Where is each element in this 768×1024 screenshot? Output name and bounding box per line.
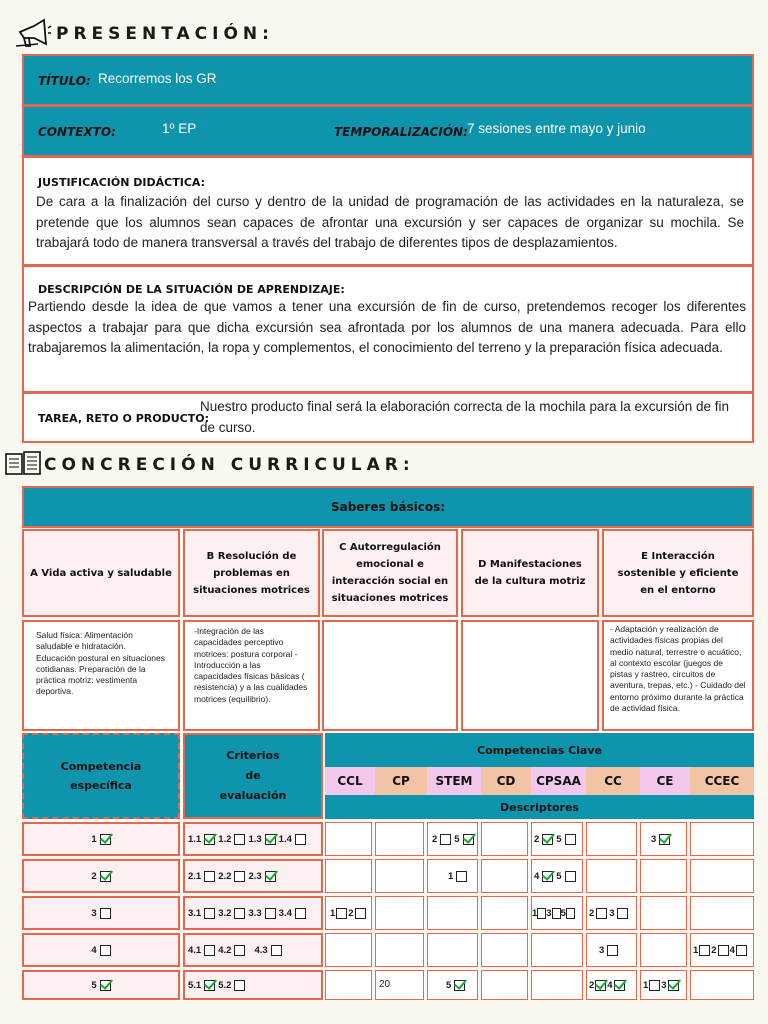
desc-cell: 1 2 4 xyxy=(690,933,754,967)
desc-cell xyxy=(481,859,528,893)
temporalizacion-value: 7 sesiones entre mayo y junio xyxy=(467,121,646,136)
tarea-label: TAREA, RETO O PRODUCTO: xyxy=(38,412,209,425)
saber-head-a: A Vida activa y saludable xyxy=(22,529,180,617)
saber-content-c xyxy=(322,620,458,731)
comp-row-3: 3 xyxy=(22,896,180,930)
comp-row-1: 1 xyxy=(22,822,180,856)
desc-cell xyxy=(375,933,424,967)
justificacion-label: JUSTIFICACIÓN DIDÁCTICA: xyxy=(38,176,206,189)
desc-cell: 3 xyxy=(640,822,687,856)
desc-cell: 2 3 xyxy=(586,896,637,930)
crit-row-5: 5.1 5.2 xyxy=(183,970,323,1000)
saberes-bar: Saberes básicos: xyxy=(22,486,754,528)
justificacion-box xyxy=(22,156,754,266)
crit-row-2: 2.1 2.2 2.3 xyxy=(183,859,323,893)
desc-cell xyxy=(586,859,637,893)
descripcion-text: Partiendo desde la idea de que vamos a tener una excursión de fin de curso, pretendemos recoger los diferentes aspectos a trabajar para que dicha excursión sea afrontada por los alumnos de una manera adecuada. Para ello trabajaremos la alimentación, la ropa y complementos, el conocimiento del terreno y la preparación física adecuada. xyxy=(28,299,746,355)
desc-cell xyxy=(375,822,424,856)
desc-cell xyxy=(427,933,478,967)
clave-cpsaa: CPSAA xyxy=(531,767,586,795)
desc-cell: 1 3 xyxy=(640,970,687,1000)
descripcion-box xyxy=(22,265,754,393)
criterios-head: Criterios de evaluación xyxy=(183,733,323,819)
titulo-row xyxy=(22,54,754,106)
clave-ccl: CCL xyxy=(325,767,375,795)
desc-cell xyxy=(690,896,754,930)
desc-cell-number: 20 xyxy=(375,970,424,1000)
desc-cell: 1 2 xyxy=(325,896,372,930)
desc-cell: 3 xyxy=(586,933,637,967)
saber-head-e: E Interacción sostenible y eficiente en el entorno xyxy=(602,529,754,617)
descripcion-label: DESCRIPCIÓN DE LA SITUACIÓN DE APRENDIZAJE: xyxy=(38,283,345,296)
saber-head-c: C Autorregulación emocional e interacción social en situaciones motrices xyxy=(322,529,458,617)
tarea-box xyxy=(22,392,754,443)
desc-cell: 2 5 xyxy=(531,822,583,856)
saber-content-a: Salud física: Alimentación saludable e hidratación. Educación postural en situaciones cotidianas. Preparación de la práctica motriz: vestimenta deportiva. xyxy=(22,620,180,731)
clave-stem: STEM xyxy=(427,767,481,795)
desc-cell xyxy=(481,970,528,1000)
contexto-row xyxy=(22,105,754,157)
presentacion-heading: PRESENTACIÓN: xyxy=(56,24,274,44)
desc-cell xyxy=(640,933,687,967)
clave-ce: CE xyxy=(640,767,690,795)
clave-cp: CP xyxy=(375,767,427,795)
desc-cell: 2 4 xyxy=(586,970,637,1000)
titulo-value: Recorremos los GR xyxy=(98,71,217,86)
desc-cell xyxy=(690,970,754,1000)
claves-head: Competencias Clave xyxy=(325,733,754,767)
desc-cell xyxy=(481,933,528,967)
desc-cell xyxy=(531,933,583,967)
crit-row-1: 1.1 1.2 1.3 1.4 xyxy=(183,822,323,856)
desc-cell xyxy=(325,859,372,893)
desc-cell: 2 5 xyxy=(427,822,478,856)
desc-cell xyxy=(427,896,478,930)
justificacion-text: De cara a la finalización del curso y dentro de la unidad de programación de las actividades en la naturaleza, se pretende que los alumnos sean capaces de afrontar una excursión y ser capaces de organizar su mochila. Se trabajará todo de manera transversal a través del trabajo de diferentes tipos de desplazamientos. xyxy=(36,194,744,250)
desc-cell xyxy=(586,822,637,856)
desc-cell: 4 5 xyxy=(531,859,583,893)
contexto-label: CONTEXTO: xyxy=(38,125,116,139)
competencia-head: Competencia específica xyxy=(22,733,180,819)
tarea-text: Nuestro producto final será la elaboración correcta de la mochila para la excursión de fin de curso. xyxy=(200,399,730,435)
desc-cell xyxy=(481,896,528,930)
comp-row-5: 5 xyxy=(22,970,180,1000)
saber-content-e: - Adaptación y realización de actividades físicas propias del medio natural, terrestre o acuático, al contexto escolar (juegos de pistas y rastreo, circuitos de aventura, trepas, etc.) - Cuidado del entorno próximo durante la práctica de actividad física. xyxy=(602,620,754,731)
contexto-value: 1º EP xyxy=(162,121,197,136)
clave-cd: CD xyxy=(481,767,531,795)
saber-content-b: -Integración de las capacidades perceptivo motrices: postura corporal -Introducción a las capacidades físicas básicas ( resistencia) y a las cualidades motrices (equilibrio). xyxy=(183,620,320,731)
checkbox[interactable] xyxy=(100,834,111,845)
clave-cc: CC xyxy=(586,767,640,795)
desc-cell xyxy=(325,822,372,856)
titulo-label: TÍTULO: xyxy=(38,74,91,88)
documents-icon xyxy=(4,448,44,478)
desc-cell xyxy=(640,896,687,930)
saber-content-d xyxy=(461,620,599,731)
desc-cell: 5 xyxy=(427,970,478,1000)
crit-row-4: 4.1 4.2 4.3 xyxy=(183,933,323,967)
desc-cell xyxy=(481,822,528,856)
desc-cell xyxy=(325,933,372,967)
saber-head-b: B Resolución de problemas en situaciones motrices xyxy=(183,529,320,617)
clave-ccec: CCEC xyxy=(690,767,754,795)
desc-cell xyxy=(375,859,424,893)
temporalizacion-label: TEMPORALIZACIÓN: xyxy=(334,125,468,139)
crit-row-3: 3.1 3.2 3.3 3.4 xyxy=(183,896,323,930)
desc-cell xyxy=(690,859,754,893)
desc-cell: 1 3 5 xyxy=(531,896,583,930)
megaphone-icon xyxy=(16,18,52,50)
desc-cell xyxy=(325,970,372,1000)
comp-row-4: 4 xyxy=(22,933,180,967)
descriptores-head: Descriptores xyxy=(325,795,754,819)
desc-cell xyxy=(640,859,687,893)
desc-cell xyxy=(375,896,424,930)
saber-head-d: D Manifestaciones de la cultura motriz xyxy=(461,529,599,617)
desc-cell: 1 xyxy=(427,859,478,893)
comp-row-2: 2 xyxy=(22,859,180,893)
concrecion-heading: CONCRECIÓN CURRICULAR: xyxy=(44,455,415,475)
desc-cell xyxy=(531,970,583,1000)
desc-cell xyxy=(690,822,754,856)
